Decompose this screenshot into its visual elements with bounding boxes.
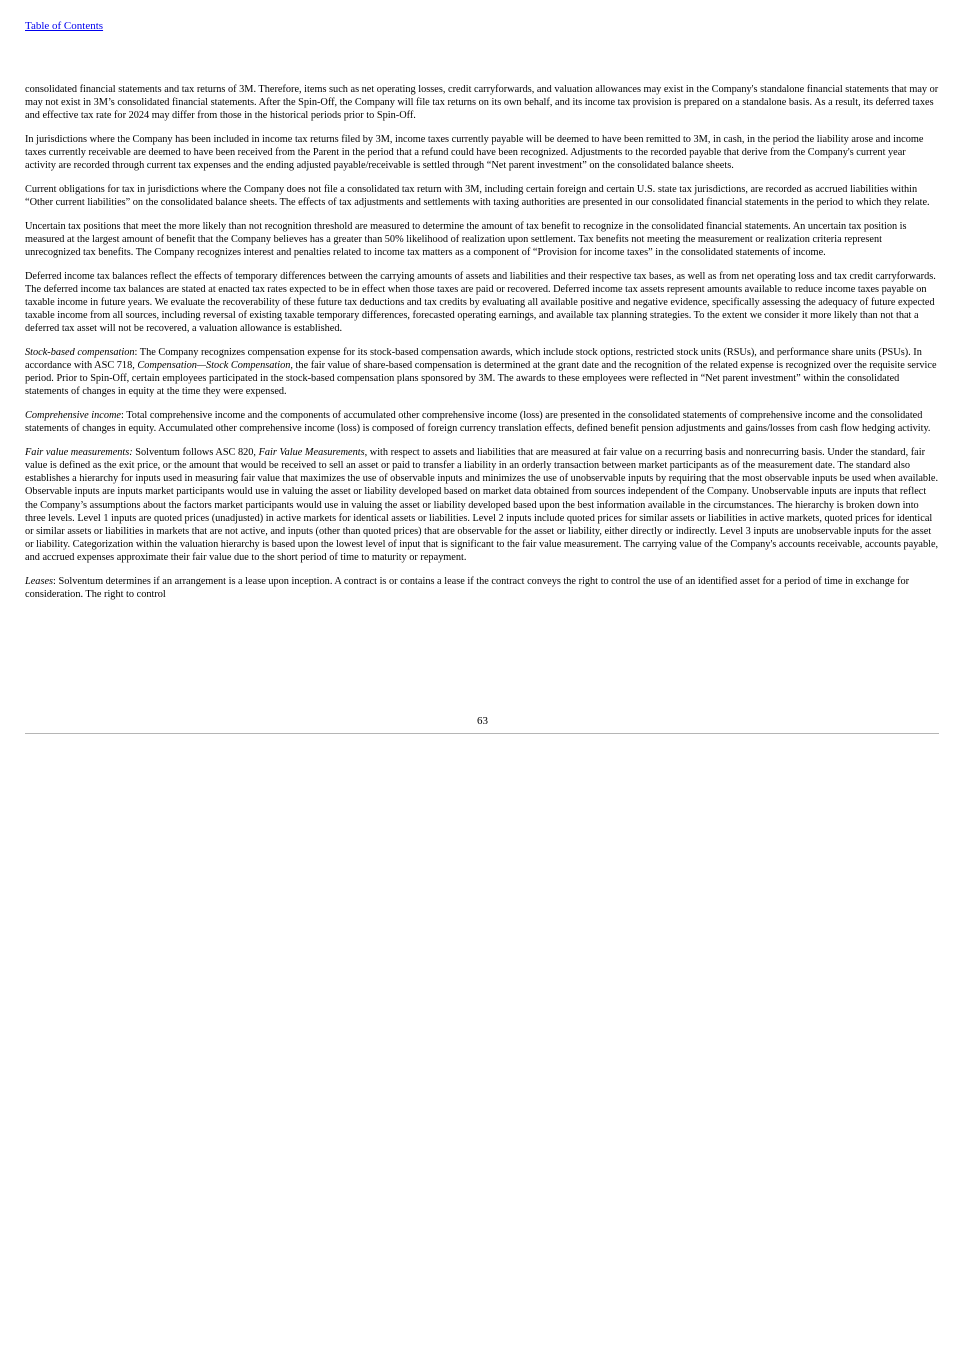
leases-heading: Leases	[25, 575, 54, 587]
paragraph-deferred-income-tax: Deferred income tax balances reflect the effects of temporary differences between the carrying amounts of assets and liabilities and their respective tax bases, as well as from net operating loss and tax credit carryforwards. The deferred income tax balances are stated at enacted tax rates expected to be in effect when those taxes are paid or recovered. Deferred income tax assets represent amounts available to reduce income taxes payable on taxable income in future years. We evaluate the recoverability of these future tax deductions and tax credits by evaluating all available positive and negative evidence, specifically assessing the adequacy of future expected taxable income from all sources, including reversal of existing taxable temporary differences, forecasted operating earnings, and available tax planning strategies. To the extent we consider it more likely than not that a deferred tax asset will not be recovered, a valuation allowance is established.	[25, 270, 936, 335]
asc-718-title: Compensation—Stock Compensation	[137, 360, 291, 372]
paragraph-stock-based-compensation	[25, 346, 939, 399]
stock-compensation-text-a: : The Company recognizes compensation expense for its stock-based compensation awards, which include stock options, restricted stock units (RSUs), and performance share units (PSUs). In accordance with ASC 718,	[25, 347, 922, 372]
paragraph-comprehensive-income	[25, 409, 939, 435]
paragraph-jurisdictions: In jurisdictions where the Company has been included in income tax returns filed by 3M, income taxes currently payable will be deemed to have been remitted to 3M, in cash, in the period the liability arose and income taxes currently receivable are deemed to have been received from the Parent in the period that a refund could have been recognized. Adjustments to the recorded payable that derive from the Company's current year activity are recorded through current tax expenses and the ending adjusted payable/receivable is settled through “Net parent investment” on the consolidated balance sheets.	[25, 133, 924, 172]
table-of-contents-link[interactable]: Table of Contents	[25, 20, 104, 32]
paragraph-uncertain-tax-positions: Uncertain tax positions that meet the more likely than not recognition threshold are measured to determine the amount of tax benefit to recognize in the consolidated financial statements. An uncertain tax position is measured at the largest amount of benefit that the Company believes has a greater than 50% likelihood of realization upon settlement. Tax benefits not meeting the measurement or realization criteria represent unrecognized tax benefits. The Company recognizes interest and penalties related to income tax matters as a component of “Provision for income taxes” in the consolidated statements of income.	[25, 220, 907, 259]
asc-820-title: Fair Value Measurements	[258, 446, 365, 458]
paragraph-current-obligations: Current obligations for tax in jurisdictions where the Company does not file a consolidated tax return with 3M, including certain foreign and certain U.S. state tax jurisdictions, are recorded as accrued liabilities within “Other current liabilities” on the consolidated balance sheets. The effects of tax adjustments and settlements with taxing authorities are presented in our consolidated financial statements in the period to which they relate.	[25, 183, 930, 209]
leases-text: : Solventum determines if an arrangement is a lease upon inception. A contract is or contains a lease if the contract conveys the right to control the use of an identified asset for a period of time in exchange for consideration. The right to control	[25, 575, 910, 600]
paragraph-leases	[25, 575, 939, 601]
fair-value-heading: Fair value measurements:	[25, 446, 133, 458]
stock-compensation-text-b: , the fair value of share-based compensation is determined at the grant date and the recognition of the related expense is recognized over the requisite service period. Prior to Spin-Off, certain employees participated in the stock-based compensation plans sponsored by 3M. The awards to these employees were reflected in “Net parent investment” within the consolidated statements of changes in equity at the time they were expensed.	[25, 360, 937, 398]
paragraph-tax-returns: consolidated financial statements and tax returns of 3M. Therefore, items such as net operating losses, credit carryforwards, and valuation allowances may exist in the Company's standalone financial statements that may or may not exist in 3M’s consolidated financial statements. After the Spin-Off, the Company will file tax returns on its own behalf, and its income tax provision is prepared on a standalone basis. As a result, its deferred taxes and effective tax rate for 2024 may differ from those in the historical periods prior to Spin-Off.	[25, 84, 939, 122]
comprehensive-income-text: : Total comprehensive income and the components of accumulated other comprehensive income (loss) are presented in the consolidated statements of comprehensive income and the consolidated statements of changes in equity. Accumulated other comprehensive income (loss) is composed of foreign currency translation effects, defined benefit pension adjustments and gains/losses from cash flow hedging activity.	[25, 410, 931, 435]
comprehensive-income-heading: Comprehensive income	[25, 410, 121, 422]
fair-value-text-b: , with respect to assets and liabilities that are measured at fair value on a recurring basis and nonrecurring basis. Under the standard, fair value is defined as the exit price, or the amount that would be received to sell an asset or paid to transfer a liability in an orderly transaction between market participants as of the measurement date. The standard also establishes a hierarchy for inputs used in measuring fair value that maximizes the use of observable inputs and minimizes the use of unobservable inputs by requiring that the most observable inputs be used when available. Observable inputs are inputs market participants would use in valuing the asset or liability developed based on market data obtained from sources independent of the Company. Unobservable inputs are inputs that reflect the Company’s assumptions about the factors market participants would use in valuing the asset or liability developed based upon the best information available in the circumstances. The hierarchy is broken down into three levels. Level 1 inputs are quoted prices (unadjusted) in active markets for identical assets or liabilities. Level 2 inputs include quoted prices for similar assets or liabilities in active markets, quoted prices for identical or similar assets or liabilities in markets that are not active, and inputs (other than quoted prices) that are observable for the asset or liability, either directly or indirectly. Level 3 inputs are unobservable inputs for the asset or liability. Categorization within the valuation hierarchy is based upon the lowest level of input that is significant to the fair value measurement. The carrying value of the Company's accounts receivable, accounts payable, and accrued expenses approximate their fair value due to the short period of time to maturity or repayment.	[25, 446, 939, 564]
page-divider	[25, 733, 939, 734]
page-number: 63	[477, 715, 488, 727]
document-body	[25, 83, 939, 612]
stock-compensation-heading: Stock-based compensation	[25, 347, 135, 358]
paragraph-fair-value	[25, 446, 939, 564]
fair-value-text-a: Solventum follows ASC 820,	[132, 446, 259, 458]
